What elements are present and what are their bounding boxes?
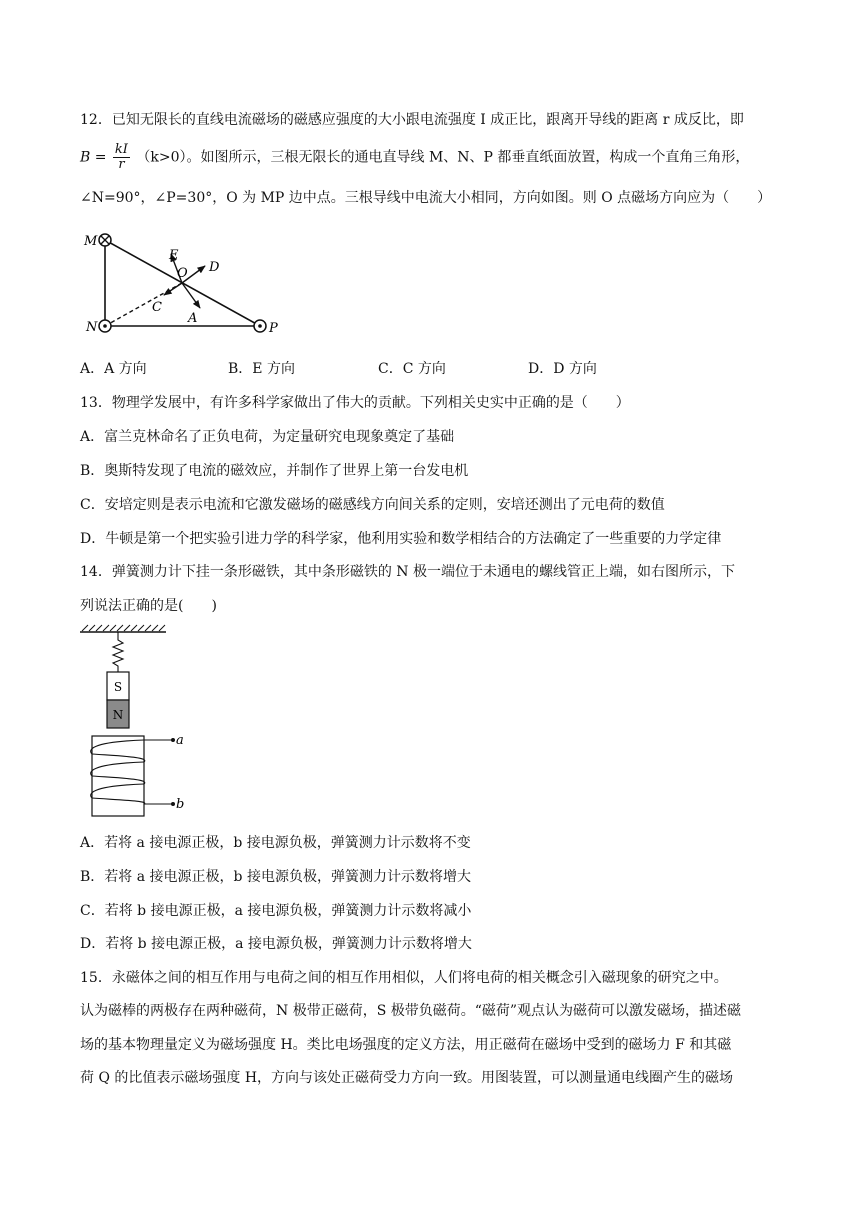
q12-stem-line3: ∠N=90°，∠P=30°，O 为 MP 边中点。三根导线中电流大小相同，方向如图。则 O 点磁场方向应为（ ）: [80, 190, 772, 206]
q12-wire-n-out-of-page-icon: [99, 320, 111, 332]
q12-formula-fraction: [113, 143, 130, 172]
q12-arrow-c: [164, 283, 182, 295]
q12-option-a: A．A 方向: [80, 361, 147, 377]
q14-terminal-a: [171, 738, 175, 742]
q12-label-o: O: [177, 266, 188, 281]
q14-option-b: B．若将 a 接电源正极，b 接电源负极，弹簧测力计示数将增大: [80, 869, 471, 885]
q15-line3: 场的基本物理量定义为磁场强度 H。类比电场强度的定义方法，用正磁荷在磁场中受到的磁场力 F 和其磁: [80, 1037, 732, 1053]
q12-wire-p-out-of-page-icon: [254, 320, 266, 332]
q13-option-a: A．富兰克林命名了正负电荷，为定量研究电现象奠定了基础: [80, 429, 455, 445]
q12-label-e: E: [169, 248, 179, 263]
q14-spring-icon: [113, 632, 123, 672]
q14-option-a: A．若将 a 接电源正极，b 接电源负极，弹簧测力计示数将不变: [80, 835, 471, 851]
q12-formula-numerator: kI: [114, 142, 128, 157]
q14-label-s: S: [113, 680, 123, 694]
q14-figure: [80, 624, 210, 820]
q12-label-d: D: [209, 260, 220, 275]
q12-option-c: C．C 方向: [378, 361, 446, 377]
q14-stem-line1: 14．弹簧测力计下挂一条形磁铁，其中条形磁铁的 N 极一端位于未通电的螺线管正上端，如右图所示，下: [80, 564, 735, 580]
q14-stem-line2: 列说法正确的是( ): [80, 598, 217, 614]
q12-wire-m-into-page-icon: [99, 234, 111, 246]
q14-label-b: b: [176, 797, 185, 812]
q15-line1: 15．永磁体之间的相互作用与电荷之间的相互作用相似，人们将电荷的相关概念引入磁现象的研究之中。: [80, 970, 728, 986]
q14-terminal-b: [171, 802, 175, 806]
q12-formula-condition: （k>0）。如图所示，三根无限长的通电直导线 M、N、P 都垂直纸面放置，构成一个直角三角形，: [136, 149, 750, 166]
q12-label-a: A: [188, 311, 198, 326]
q13-stem: 13．物理学发展中，有许多科学家做出了伟大的贡献。下列相关史实中正确的是（ ）: [80, 395, 630, 411]
q12-option-b: B．E 方向: [228, 361, 295, 377]
q14-option-c: C．若将 b 接电源正极，a 接电源负极，弹簧测力计示数将减小: [80, 903, 472, 919]
q15-line4: 荷 Q 的比值表示磁场强度 H，方向与该处正磁荷受力方向一致。用图装置，可以测量通电线圈产生的磁场: [80, 1070, 734, 1086]
q15-line2: 认为磁棒的两极存在两种磁荷，N 极带正磁荷，S 极带负磁荷。“磁荷”观点认为磁荷可以激发磁场，描述磁: [80, 1003, 742, 1019]
q12-label-c: C: [152, 300, 162, 315]
q12-label-m: M: [84, 234, 98, 249]
q12-arrow-a: [182, 283, 200, 308]
q13-option-b: B．奥斯特发现了电流的磁效应，并制作了世界上第一台发电机: [80, 463, 469, 479]
q12-label-p: P: [269, 321, 278, 336]
q14-option-d: D．若将 b 接电源正极，a 接电源负极，弹簧测力计示数将增大: [80, 936, 472, 952]
q12-option-d: D．D 方向: [528, 361, 597, 377]
q12-label-n: N: [86, 320, 98, 335]
q12-stem-line2: [80, 143, 749, 172]
q14-label-a: a: [176, 733, 184, 748]
q12-dashed-no: [105, 283, 182, 326]
q13-option-d: D．牛顿是第一个把实验引进力学的科学家，他利用实验和数学相结合的方法确定了一些重要的力学定律: [80, 531, 722, 547]
q14-ceiling-hatch: [82, 625, 165, 631]
q14-label-n: N: [112, 708, 124, 722]
q13-option-c: C．安培定则是表示电流和它激发磁场的磁感线方向间关系的定则，安培还测出了元电荷的数值: [80, 497, 665, 513]
q12-formula-denominator: r: [118, 157, 125, 172]
q12-stem-line1: 12．已知无限长的直线电流磁场的磁感应强度的大小跟电流强度 I 成正比，跟离开导线的距离 r 成反比，即: [80, 112, 744, 128]
q12-figure: [80, 228, 300, 340]
q12-formula-lhs: B =: [80, 149, 107, 166]
